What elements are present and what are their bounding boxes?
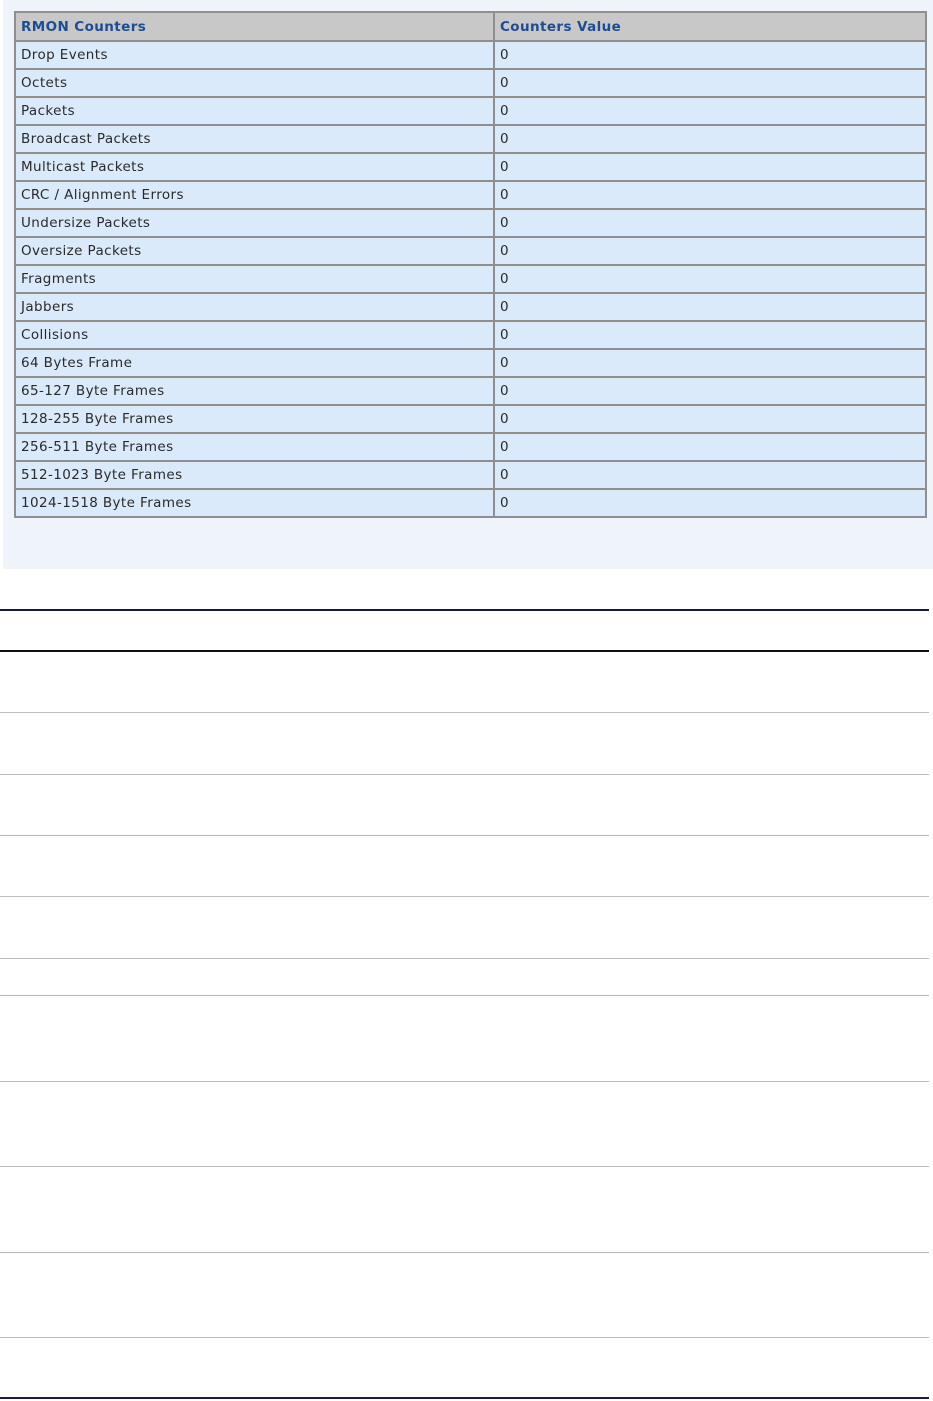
counter-label: 256-511 Byte Frames xyxy=(15,433,494,461)
table-row xyxy=(15,69,926,97)
counter-label: Fragments xyxy=(15,265,494,293)
table-row xyxy=(15,349,926,377)
table-row xyxy=(15,405,926,433)
table-row-divider xyxy=(0,1166,929,1167)
table-row-divider xyxy=(0,774,929,775)
counter-label: Multicast Packets xyxy=(15,153,494,181)
table-row-divider xyxy=(0,958,929,959)
table-row xyxy=(15,265,926,293)
table-row xyxy=(15,153,926,181)
counter-value: 0 xyxy=(494,181,926,209)
table-header-rule xyxy=(0,650,929,652)
counter-value: 0 xyxy=(494,209,926,237)
table-row xyxy=(15,97,926,125)
counter-label: 1024-1518 Byte Frames xyxy=(15,489,494,517)
counter-label: Jabbers xyxy=(15,293,494,321)
counter-label: Undersize Packets xyxy=(15,209,494,237)
table-row xyxy=(15,237,926,265)
table-row xyxy=(15,321,926,349)
counter-label: 512-1023 Byte Frames xyxy=(15,461,494,489)
counter-value: 0 xyxy=(494,433,926,461)
counter-label: Oversize Packets xyxy=(15,237,494,265)
counter-label: 64 Bytes Frame xyxy=(15,349,494,377)
table-row xyxy=(15,433,926,461)
counter-value: 0 xyxy=(494,41,926,69)
counter-label: Drop Events xyxy=(15,41,494,69)
table-row xyxy=(15,125,926,153)
counter-value: 0 xyxy=(494,153,926,181)
table-row-divider xyxy=(0,1337,929,1338)
rmon-counters-table xyxy=(14,11,927,518)
counter-value: 0 xyxy=(494,461,926,489)
table-row xyxy=(15,41,926,69)
counter-value: 0 xyxy=(494,69,926,97)
counter-value: 0 xyxy=(494,489,926,517)
counter-value: 0 xyxy=(494,237,926,265)
table-row xyxy=(15,377,926,405)
counter-label: Octets xyxy=(15,69,494,97)
table-row xyxy=(15,181,926,209)
counter-value: 0 xyxy=(494,349,926,377)
counter-label: 65-127 Byte Frames xyxy=(15,377,494,405)
counter-label: Packets xyxy=(15,97,494,125)
rmon-counters-panel xyxy=(3,0,933,569)
table-row xyxy=(15,209,926,237)
counter-label: Collisions xyxy=(15,321,494,349)
column-header-counters-value: Counters Value xyxy=(494,12,926,41)
counter-value: 0 xyxy=(494,321,926,349)
table-top-rule xyxy=(0,609,929,611)
table-row-divider xyxy=(0,835,929,836)
table-row-divider xyxy=(0,995,929,996)
table-bottom-rule xyxy=(0,1397,929,1399)
column-header-rmon-counters: RMON Counters xyxy=(15,12,494,41)
table-row-divider xyxy=(0,1252,929,1253)
counter-value: 0 xyxy=(494,377,926,405)
counter-value: 0 xyxy=(494,405,926,433)
counter-value: 0 xyxy=(494,293,926,321)
counter-label: 128-255 Byte Frames xyxy=(15,405,494,433)
counter-value: 0 xyxy=(494,125,926,153)
table-row-divider xyxy=(0,896,929,897)
counter-value: 0 xyxy=(494,97,926,125)
table-row xyxy=(15,293,926,321)
table-row xyxy=(15,489,926,517)
table-row xyxy=(15,461,926,489)
counter-label: Broadcast Packets xyxy=(15,125,494,153)
table-row-divider xyxy=(0,712,929,713)
counter-value: 0 xyxy=(494,265,926,293)
table-header-row xyxy=(15,12,926,41)
table-row-divider xyxy=(0,1081,929,1082)
counter-label: CRC / Alignment Errors xyxy=(15,181,494,209)
